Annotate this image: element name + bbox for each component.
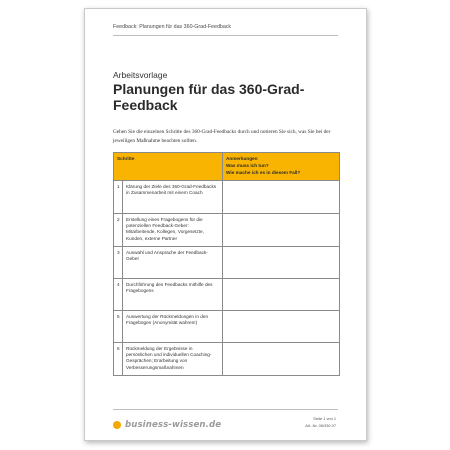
header-notes-question-1: Was muss ich tun? (226, 163, 269, 169)
step-description: Auswertung der Rückmeldungen in den Fragebögen (Anonymität wahren!) (123, 311, 223, 343)
document-title: Planungen für das 360-Grad-Feedback (113, 81, 305, 113)
table-row (114, 247, 340, 279)
intro-paragraph: Gehen Sie die einzelnen Schritte des 360-Grad-Feedbacks durch und notieren Sie sich, was Sie bei der jeweiligen Maßnahme beachten sollten. (113, 129, 331, 144)
logo-text: business-wissen.de (125, 420, 222, 430)
notes-cell[interactable] (223, 181, 340, 214)
document-subtitle: Arbeitsvorlage (113, 70, 168, 80)
running-header: Feedback: Planungen für das 360-Grad-Feedback (113, 24, 232, 30)
step-description: Auswahl und Ansprache der Feedback-Geber (123, 247, 223, 279)
step-description: Klärung der Ziele des 360-Grad-Feedbacks in Zusammenarbeit mit einem Coach (123, 181, 223, 214)
notes-cell[interactable] (223, 214, 340, 247)
header-steps: Schritte (114, 153, 223, 181)
step-number: 3 (114, 247, 123, 279)
header-notes-label: Anmerkungen (226, 156, 258, 161)
step-number: 6 (114, 343, 123, 376)
logo-dot-icon (113, 421, 121, 429)
step-number: 5 (114, 311, 123, 343)
header-notes (223, 153, 340, 181)
table-row (114, 343, 340, 376)
notes-cell[interactable] (223, 279, 340, 311)
table-row (114, 214, 340, 247)
table-row (114, 279, 340, 311)
business-wissen-logo[interactable] (113, 420, 221, 430)
step-description: Erstellung eines Fragebogens für die potenziellen Feedback-Geber: Mitarbeitende, Kollegen, Vorgesetzte, Kunden, externe Partner (123, 214, 223, 247)
document-page (84, 8, 367, 441)
notes-cell[interactable] (223, 247, 340, 279)
steps-table (113, 152, 340, 376)
page-info (305, 416, 336, 429)
header-notes-question-2: Wie mache ich es in diesem Fall? (226, 170, 301, 176)
article-number: Art.-Nr. 06/330 07 (305, 422, 336, 428)
step-description: Durchführung des Feedbacks mithilfe des Fragebogens (123, 279, 223, 311)
table-row (114, 181, 340, 214)
step-description: Rückmeldung der Ergebnisse in persönlichen und individuellen Coaching-Gesprächen; Erarbeitung von Verbesserungsmaßnahmen (123, 343, 223, 376)
step-number: 2 (114, 214, 123, 247)
table-header-row (114, 153, 340, 181)
step-number: 4 (114, 279, 123, 311)
footer-divider (113, 409, 338, 410)
notes-cell[interactable] (223, 311, 340, 343)
page-number: Seite 1 von 1 (313, 416, 336, 421)
notes-cell[interactable] (223, 343, 340, 376)
table-row (114, 311, 340, 343)
step-number: 1 (114, 181, 123, 214)
header-divider (113, 35, 338, 36)
